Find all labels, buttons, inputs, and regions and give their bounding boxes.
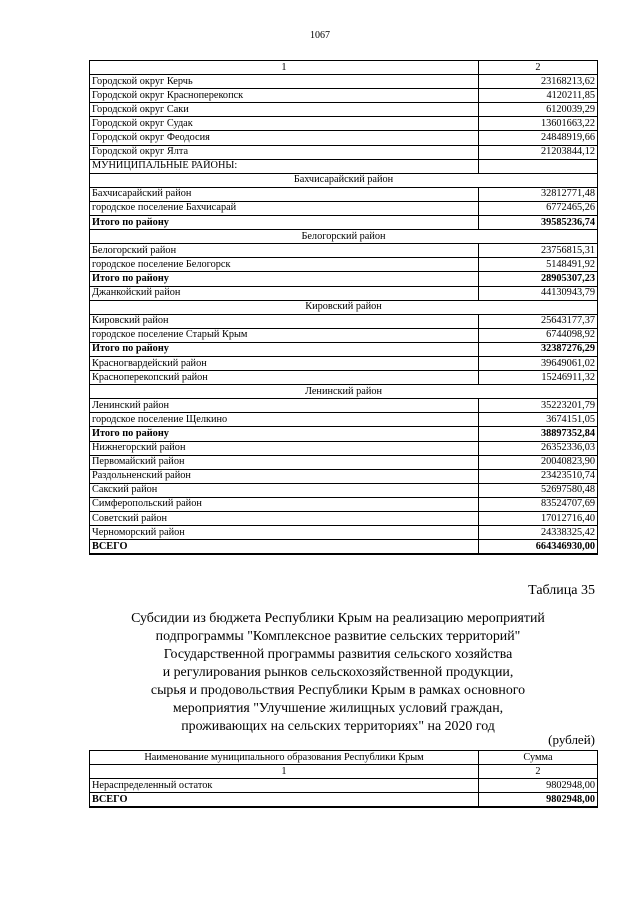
- row-value: 5148491,92: [479, 258, 598, 272]
- district-total-row: [90, 427, 598, 441]
- table-row: [90, 187, 598, 201]
- row-value: 20040823,90: [479, 455, 598, 469]
- units-label: (рублей): [548, 732, 595, 747]
- row-value: 25643177,37: [479, 314, 598, 328]
- column-number-row: [90, 765, 598, 779]
- row-value: 39649061,02: [479, 356, 598, 370]
- table-row: [90, 469, 598, 483]
- row-value: 23168213,62: [479, 75, 598, 89]
- table-row: [90, 413, 598, 427]
- table-row: [90, 328, 598, 342]
- district-total-row: [90, 342, 598, 356]
- row-value: 35223201,79: [479, 399, 598, 413]
- row-name: городское поселение Старый Крым: [90, 328, 479, 342]
- row-value: 6772465,26: [479, 201, 598, 215]
- table-row: [90, 483, 598, 497]
- section-header-row: [90, 230, 598, 244]
- row-value: 83524707,69: [479, 497, 598, 511]
- table-row: [90, 75, 598, 89]
- row-name: Городской округ Феодосия: [90, 131, 479, 145]
- table-row: [90, 399, 598, 413]
- row-name: Белогорский район: [90, 244, 479, 258]
- row-name: МУНИЦИПАЛЬНЫЕ РАЙОНЫ:: [90, 159, 479, 173]
- district-total-row: [90, 216, 598, 230]
- row-value: 24338325,42: [479, 526, 598, 540]
- title-line: и регулирования рынков сельскохозяйственной продукции,: [162, 665, 514, 680]
- row-name: Городской округ Красноперекопск: [90, 89, 479, 103]
- table-row: [90, 258, 598, 272]
- row-value: 3674151,05: [479, 413, 598, 427]
- row-name: Городской округ Саки: [90, 103, 479, 117]
- table-row: [90, 497, 598, 511]
- row-value: 26352336,03: [479, 441, 598, 455]
- row-value: 44130943,79: [479, 286, 598, 300]
- section-header-row: [90, 385, 598, 399]
- row-value: 17012716,40: [479, 512, 598, 526]
- title-line: проживающих на сельских территориях" на 2020 год: [181, 719, 495, 734]
- row-value: 39585236,74: [479, 216, 598, 230]
- row-value: 52697580,48: [479, 483, 598, 497]
- row-name: Красноперекопский район: [90, 371, 479, 385]
- row-name: Итого по району: [90, 216, 479, 230]
- subsidy-table-continued: [89, 60, 598, 555]
- row-name: Черноморский район: [90, 526, 479, 540]
- title-line: Субсидии из бюджета Республики Крым на реализацию мероприятий: [131, 611, 545, 626]
- row-value: 664346930,00: [479, 540, 598, 555]
- table-row: [90, 314, 598, 328]
- column-number-1: 1: [90, 61, 479, 75]
- column-number-1: 1: [90, 765, 479, 779]
- row-name: Ленинский район: [90, 399, 479, 413]
- row-value: 6744098,92: [479, 328, 598, 342]
- row-value: 15246911,32: [479, 371, 598, 385]
- column-number-2: 2: [479, 765, 598, 779]
- row-value: 21203844,12: [479, 145, 598, 159]
- row-name: Итого по району: [90, 342, 479, 356]
- table-row: [90, 371, 598, 385]
- row-name: ВСЕГО: [90, 540, 479, 555]
- row-name: Сакский район: [90, 483, 479, 497]
- table-row: [90, 244, 598, 258]
- row-value: [479, 159, 598, 173]
- row-name: городское поселение Белогорск: [90, 258, 479, 272]
- table-row: [90, 356, 598, 370]
- title-line: Государственной программы развития сельского хозяйства: [163, 647, 513, 662]
- section-title: Белогорский район: [90, 230, 598, 244]
- table-row: [90, 455, 598, 469]
- table-row: [90, 159, 598, 173]
- table-row: [90, 201, 598, 215]
- row-name: Симферопольский район: [90, 497, 479, 511]
- section-title: Бахчисарайский район: [90, 173, 598, 187]
- title-line: подпрограммы "Комплексное развитие сельских территорий": [155, 629, 521, 644]
- section-title: Ленинский район: [90, 385, 598, 399]
- table-row: [90, 286, 598, 300]
- table-row: [90, 441, 598, 455]
- table-row: [90, 145, 598, 159]
- section-header-row: [90, 173, 598, 187]
- total-label: ВСЕГО: [90, 793, 479, 808]
- row-name: Раздольненский район: [90, 469, 479, 483]
- row-name: Красногвардейский район: [90, 356, 479, 370]
- row-name: Итого по району: [90, 427, 479, 441]
- header-name: Наименование муниципального образования Республики Крым: [90, 751, 479, 765]
- header-sum: Сумма: [479, 751, 598, 765]
- section-title: Кировский район: [90, 300, 598, 314]
- table-row: [90, 89, 598, 103]
- row-value: 13601663,22: [479, 117, 598, 131]
- table-35: [89, 750, 598, 808]
- row-value: 4120211,85: [479, 89, 598, 103]
- row-name: Кировский район: [90, 314, 479, 328]
- page-number: 1067: [310, 30, 330, 41]
- row-name: городское поселение Щелкино: [90, 413, 479, 427]
- table-row: [90, 131, 598, 145]
- row-name: Городской округ Судак: [90, 117, 479, 131]
- row-name: Джанкойский район: [90, 286, 479, 300]
- row-name: Городской округ Ялта: [90, 145, 479, 159]
- title-line: мероприятия "Улучшение жилищных условий граждан,: [172, 701, 504, 716]
- district-total-row: [90, 272, 598, 286]
- row-name: Итого по району: [90, 272, 479, 286]
- grand-total-row: [90, 793, 598, 808]
- table-row: [90, 526, 598, 540]
- table-row: [90, 117, 598, 131]
- row-name: Советский район: [90, 512, 479, 526]
- section-header-row: [90, 300, 598, 314]
- row-value: 6120039,29: [479, 103, 598, 117]
- table-row: [90, 512, 598, 526]
- row-name: Городской округ Керчь: [90, 75, 479, 89]
- row-value: 32387276,29: [479, 342, 598, 356]
- title-line: сырья и продовольствия Республики Крым в рамках основного: [150, 683, 526, 698]
- row-value: 23756815,31: [479, 244, 598, 258]
- table-row: [90, 103, 598, 117]
- table-row: [90, 779, 598, 793]
- row-name: Первомайский район: [90, 455, 479, 469]
- row-name: Нераспределенный остаток: [90, 779, 479, 793]
- row-value: 32812771,48: [479, 187, 598, 201]
- row-value: 9802948,00: [479, 779, 598, 793]
- header-row: [90, 751, 598, 765]
- column-number-2: 2: [479, 61, 598, 75]
- column-number-row: [90, 61, 598, 75]
- row-value: 38897352,84: [479, 427, 598, 441]
- table-title: [60, 610, 616, 736]
- table-label: Таблица 35: [528, 583, 595, 598]
- row-value: 24848919,66: [479, 131, 598, 145]
- total-value: 9802948,00: [479, 793, 598, 808]
- grand-total-row: [90, 540, 598, 555]
- row-value: 23423510,74: [479, 469, 598, 483]
- row-name: Бахчисарайский район: [90, 187, 479, 201]
- row-name: городское поселение Бахчисарай: [90, 201, 479, 215]
- row-value: 28905307,23: [479, 272, 598, 286]
- row-name: Нижнегорский район: [90, 441, 479, 455]
